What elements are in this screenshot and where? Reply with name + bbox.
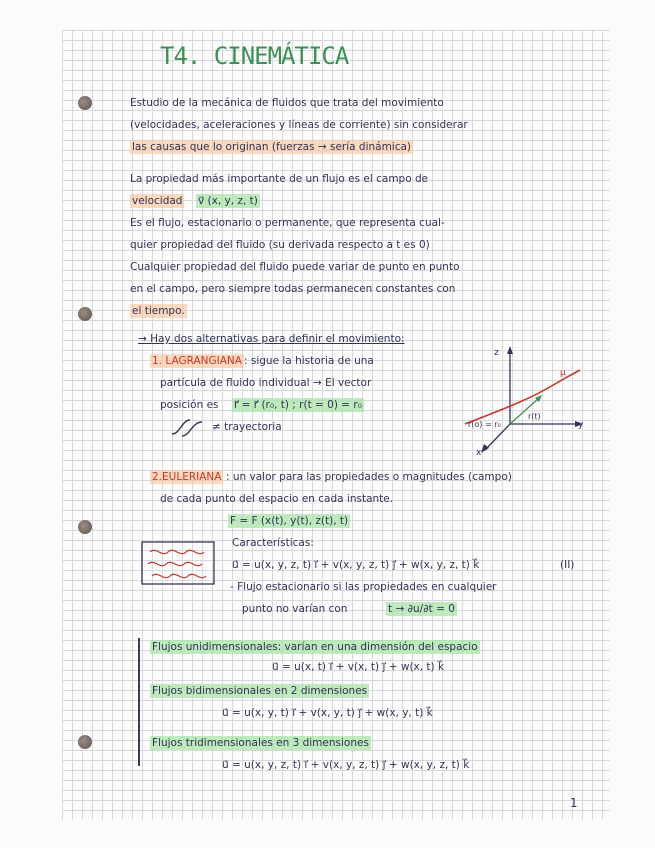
diagram-axis-y: y xyxy=(578,420,584,430)
binder-hole xyxy=(78,520,92,534)
lagrangiana-text-2: partícula de fluido individual → El vector xyxy=(160,377,372,389)
property-velocity-field: v⃗ (x, y, z, t) xyxy=(198,195,258,207)
lagrangiana-position-vector: r⃗ = r⃗ (r₀, t) ; r(t = 0) = r₀ xyxy=(234,399,362,411)
flows-uni-label: Flujos unidimensionales: varían en una dimensión del espacio xyxy=(152,641,478,653)
binder-hole xyxy=(78,307,92,321)
diagram-axis-x: x xyxy=(476,448,482,458)
flows-tri-label: Flujos tridimensionales en 3 dimensiones xyxy=(152,737,369,749)
diagram-r0-label: r(o) = r₀ xyxy=(468,420,501,429)
euleriana-eq-number: (II) xyxy=(560,559,575,571)
page-title: T4. CINEMÁTICA xyxy=(160,42,349,70)
lagrangiana-trajectory-note: ≠ trayectoria xyxy=(212,421,282,433)
flows-bi-label: Flujos bidimensionales en 2 dimensiones xyxy=(152,685,368,697)
lagrangian-diagram xyxy=(455,340,590,460)
flows-uni-equation: u⃗ = u(x, t) i⃗ + v(x, t) j⃗ + w(x, t) k⃗ xyxy=(272,661,445,673)
euleriana-characteristics: Características: xyxy=(232,537,314,549)
euleriana-flow-2b: t → ∂u/∂t = 0 xyxy=(388,603,455,615)
stationary-line-2: quier propiedad del fluido (su derivada respecto a t es 0) xyxy=(130,239,430,251)
euleriana-text-2: de cada punto del espacio en cada instante. xyxy=(160,493,394,505)
intro-line-3: las causas que lo originan (fuerzas → sería dinámica) xyxy=(132,141,412,153)
stationary-line-4: en el campo, pero siempre todas permanecen constantes con xyxy=(130,283,456,295)
diagram-rt-label: r(t) xyxy=(528,412,541,421)
stationary-line-5: el tiempo. xyxy=(132,305,185,317)
intro-line-1: Estudio de la mecánica de fluidos que trata del movimiento xyxy=(130,97,444,109)
binder-hole xyxy=(78,735,92,749)
flows-bi-equation: u⃗ = u(x, y, t) i⃗ + v(x, y, t) j⃗ + w(x, y, t) k⃗ xyxy=(222,707,433,719)
alternatives-heading: → Hay dos alternativas para definir el movimiento: xyxy=(138,333,405,345)
property-velocity-label: velocidad xyxy=(132,195,183,207)
flows-tri-equation: u⃗ = u(x, y, z, t) i⃗ + v(x, y, z, t) j⃗ + w(x, y, z, t) k⃗ xyxy=(222,759,470,771)
binder-hole xyxy=(78,96,92,110)
lagrangiana-text-1: : sigue la historia de una xyxy=(244,355,374,367)
flows-brace xyxy=(138,638,150,766)
property-line-1: La propiedad más importante de un flujo es el campo de xyxy=(130,173,429,185)
lagrangiana-text-3a: posición es xyxy=(160,399,219,411)
trajectory-squiggle-icon xyxy=(170,416,210,438)
euleriana-formula: F = F (x(t), y(t), z(t), t) xyxy=(230,515,349,527)
stationary-line-3: Cualquier propiedad del fluido puede variar de punto en punto xyxy=(130,261,460,273)
page-number: 1 xyxy=(570,796,578,810)
euleriana-label: 2.EULERIANA xyxy=(152,471,222,483)
euleriana-flow-2a: punto no varían con xyxy=(242,603,348,615)
flow-sketch-icon xyxy=(140,540,216,586)
stationary-line-1: Es el flujo, estacionario o permanente, que representa cual- xyxy=(130,217,445,229)
euleriana-velocity-field: u⃗ = u(x, y, z, t) i⃗ + v(x, y, z, t) j⃗ + w(x, y, z, t) k⃗ xyxy=(232,559,480,571)
lagrangiana-label: 1. LAGRANGIANA xyxy=(152,355,242,367)
diagram-mu-label: μ xyxy=(560,368,566,378)
euleriana-flow-1: - Flujo estacionario si las propiedades en cualquier xyxy=(230,581,497,593)
euleriana-text-1: : un valor para las propiedades o magnitudes (campo) xyxy=(226,471,512,483)
diagram-axis-z: z xyxy=(494,348,499,358)
intro-line-2: (velocidades, aceleraciones y líneas de corriente) sin considerar xyxy=(130,119,468,131)
